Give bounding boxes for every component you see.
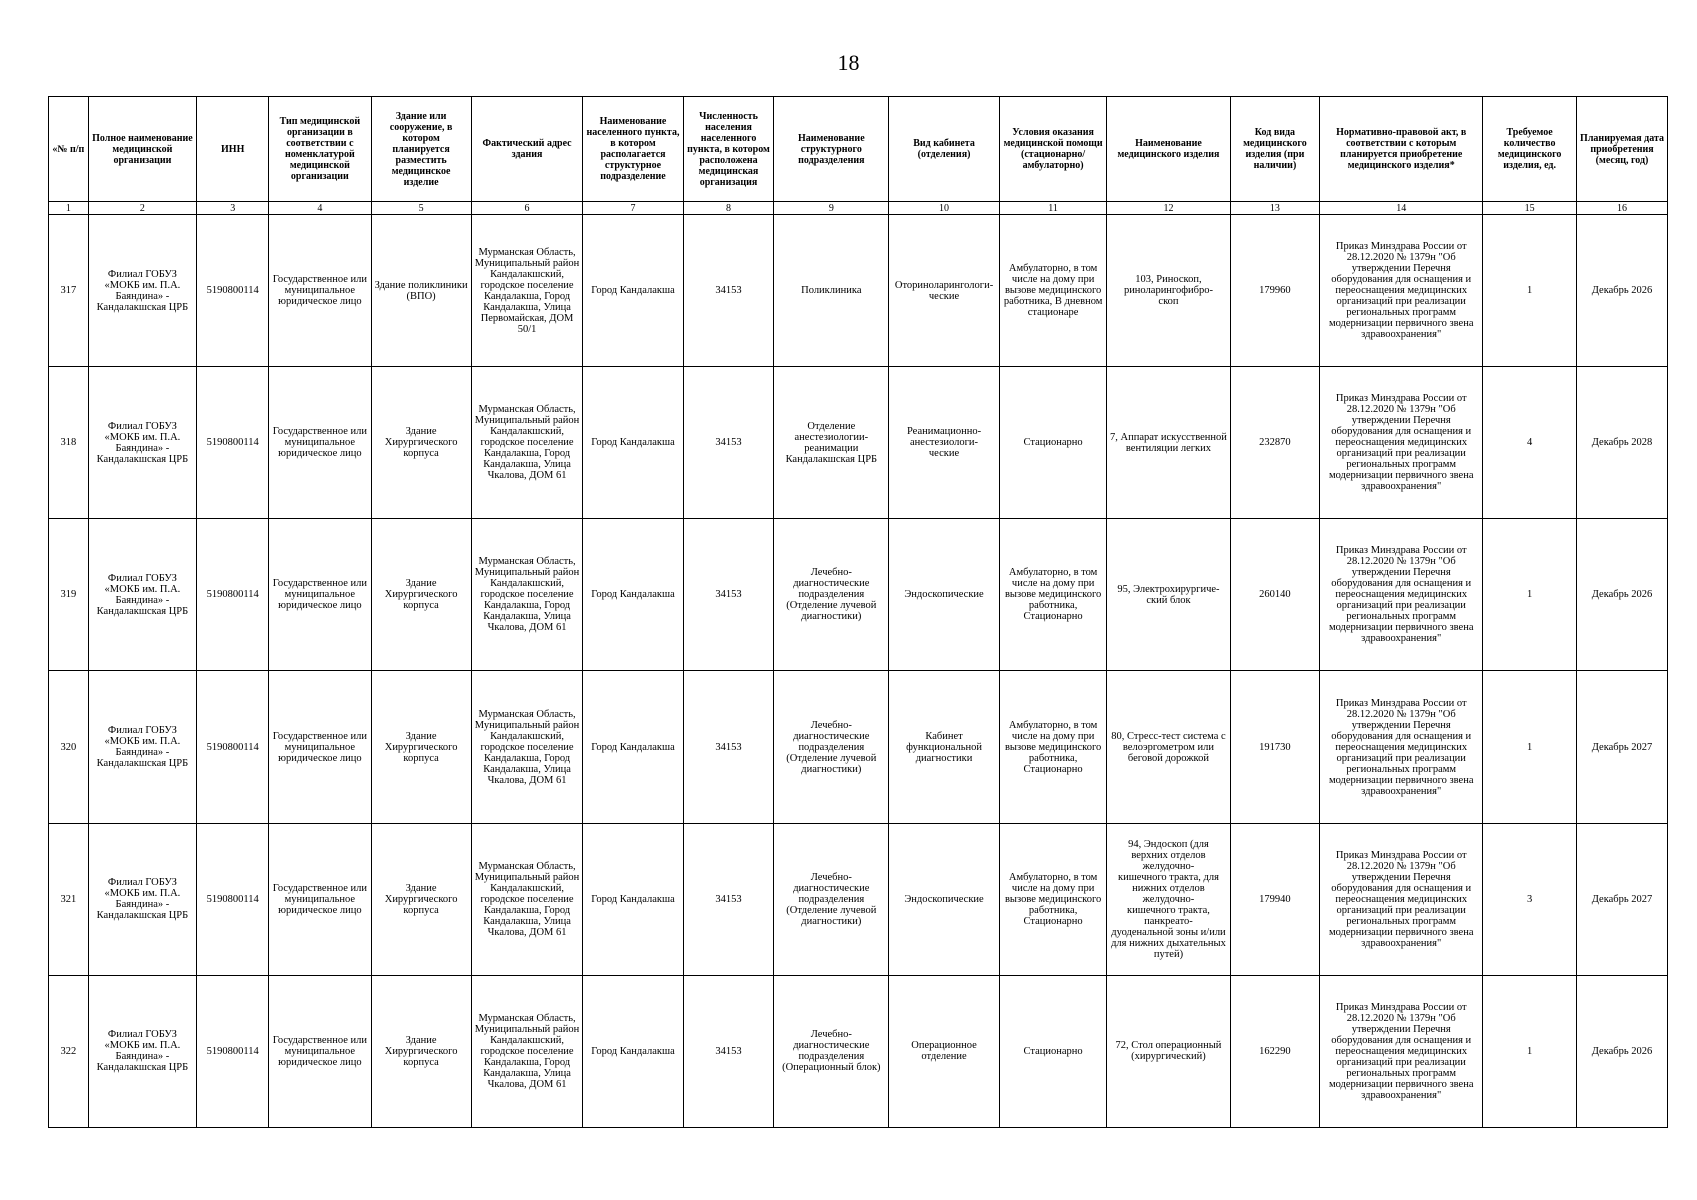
- cell-address: Мурманская Область, Муниципальный район Кандалакшский, городское поселение Кандалакша, Город Кандалакша, Улица Чкалова, ДОМ 61: [471, 975, 583, 1127]
- cell-address: Мурманская Область, Муниципальный район Кандалакшский, городское поселение Кандалакша, Город Кандалакша, Улица Первомайская, ДОМ 50/1: [471, 215, 583, 367]
- column-number: 3: [197, 202, 269, 215]
- header-num: «№ п/п: [49, 97, 89, 202]
- header-row: [49, 97, 1668, 202]
- column-number: 8: [683, 202, 774, 215]
- cell-date: Декабрь 2028: [1577, 367, 1668, 519]
- cell-building: Здание Хирургического корпуса: [371, 367, 471, 519]
- cell-num: 318: [49, 367, 89, 519]
- cell-code: 179940: [1230, 823, 1320, 975]
- header-code: Код вида медицинского изделия (при наличии): [1230, 97, 1320, 202]
- cell-cabinet: Эндоскопические: [889, 823, 1000, 975]
- cell-unit: Лечебно- диагностические подразделения (Отделение лучевой диагностики): [774, 519, 889, 671]
- cell-inn: 5190800114: [197, 975, 269, 1127]
- cell-conditions: Амбулаторно, в том числе на дому при вызове медицинского работника, Стационарно: [999, 823, 1107, 975]
- column-number: 12: [1107, 202, 1230, 215]
- column-number: 14: [1320, 202, 1483, 215]
- cell-qty: 1: [1483, 975, 1577, 1127]
- cell-inn: 5190800114: [197, 671, 269, 823]
- cell-unit: Лечебно- диагностические подразделения (Операционный блок): [774, 975, 889, 1127]
- cell-cabinet: Оториноларингологи- ческие: [889, 215, 1000, 367]
- cell-act: Приказ Минздрава России от 28.12.2020 № 1379н "Об утверждении Перечня оборудования для оснащения и переоснащения медицинских организаций при реализации региональных программ модернизации первичного звена здравоохранения": [1320, 975, 1483, 1127]
- column-number: 4: [269, 202, 371, 215]
- cell-locality: Город Кандалакша: [583, 367, 683, 519]
- cell-conditions: Амбулаторно, в том числе на дому при вызове медицинского работника, Стационарно: [999, 671, 1107, 823]
- header-conditions: Условия оказания медицинской помощи (стационарно/ амбулаторно): [999, 97, 1107, 202]
- column-number: 1: [49, 202, 89, 215]
- header-locality: Наименование населенного пункта, в котором располагается структурное подразделение: [583, 97, 683, 202]
- column-number: 16: [1577, 202, 1668, 215]
- table-row: [49, 671, 1668, 823]
- cell-cabinet: Операционное отделение: [889, 975, 1000, 1127]
- cell-type: Государственное или муниципальное юридическое лицо: [269, 519, 371, 671]
- cell-address: Мурманская Область, Муниципальный район Кандалакшский, городское поселение Кандалакша, Город Кандалакша, Улица Чкалова, ДОМ 61: [471, 519, 583, 671]
- cell-building: Здание Хирургического корпуса: [371, 671, 471, 823]
- cell-conditions: Амбулаторно, в том числе на дому при вызове медицинского работника, Стационарно: [999, 519, 1107, 671]
- cell-org: Филиал ГОБУЗ «МОКБ им. П.А. Баяндина» - Кандалакшская ЦРБ: [88, 823, 197, 975]
- cell-address: Мурманская Область, Муниципальный район Кандалакшский, городское поселение Кандалакша, Город Кандалакша, Улица Чкалова, ДОМ 61: [471, 367, 583, 519]
- table-row: [49, 975, 1668, 1127]
- cell-type: Государственное или муниципальное юридическое лицо: [269, 823, 371, 975]
- cell-code: 191730: [1230, 671, 1320, 823]
- cell-num: 320: [49, 671, 89, 823]
- cell-qty: 3: [1483, 823, 1577, 975]
- table-row: [49, 367, 1668, 519]
- column-number: 6: [471, 202, 583, 215]
- cell-qty: 4: [1483, 367, 1577, 519]
- cell-act: Приказ Минздрава России от 28.12.2020 № 1379н "Об утверждении Перечня оборудования для оснащения и переоснащения медицинских организаций при реализации региональных программ модернизации первичного звена здравоохранения": [1320, 671, 1483, 823]
- column-number: 2: [88, 202, 197, 215]
- cell-locality: Город Кандалакша: [583, 823, 683, 975]
- cell-type: Государственное или муниципальное юридическое лицо: [269, 367, 371, 519]
- column-number: 7: [583, 202, 683, 215]
- cell-num: 319: [49, 519, 89, 671]
- equipment-table: [48, 96, 1668, 1128]
- page-number: 18: [837, 50, 860, 75]
- cell-conditions: Стационарно: [999, 367, 1107, 519]
- cell-inn: 5190800114: [197, 215, 269, 367]
- cell-device: 80, Стресс-тест система с велоэргометром или беговой дорожкой: [1107, 671, 1230, 823]
- cell-conditions: Амбулаторно, в том числе на дому при вызове медицинского работника, В дневном стационаре: [999, 215, 1107, 367]
- cell-type: Государственное или муниципальное юридическое лицо: [269, 975, 371, 1127]
- cell-num: 317: [49, 215, 89, 367]
- cell-type: Государственное или муниципальное юридическое лицо: [269, 671, 371, 823]
- table-row: [49, 215, 1668, 367]
- cell-conditions: Стационарно: [999, 975, 1107, 1127]
- cell-population: 34153: [683, 671, 774, 823]
- cell-date: Декабрь 2026: [1577, 215, 1668, 367]
- header-date: Планируемая дата приобретения (месяц, год): [1577, 97, 1668, 202]
- cell-qty: 1: [1483, 671, 1577, 823]
- header-inn: ИНН: [197, 97, 269, 202]
- cell-locality: Город Кандалакша: [583, 671, 683, 823]
- cell-act: Приказ Минздрава России от 28.12.2020 № 1379н "Об утверждении Перечня оборудования для оснащения и переоснащения медицинских организаций при реализации региональных программ модернизации первичного звена здравоохранения": [1320, 215, 1483, 367]
- cell-inn: 5190800114: [197, 519, 269, 671]
- cell-locality: Город Кандалакша: [583, 519, 683, 671]
- cell-code: 179960: [1230, 215, 1320, 367]
- cell-qty: 1: [1483, 519, 1577, 671]
- column-number: 9: [774, 202, 889, 215]
- cell-num: 321: [49, 823, 89, 975]
- cell-device: 95, Электрохирургиче- ский блок: [1107, 519, 1230, 671]
- cell-code: 260140: [1230, 519, 1320, 671]
- table-header: [49, 97, 1668, 215]
- cell-device: 94, Эндоскоп (для верхних отделов желудочно- кишечного тракта, для нижних отделов желудочно- кишечного тракта, панкреато- дуоденальной зоны и/или для нижних дыхательных путей): [1107, 823, 1230, 975]
- cell-unit: Отделение анестезиологии- реанимации Кандалакшская ЦРБ: [774, 367, 889, 519]
- cell-org: Филиал ГОБУЗ «МОКБ им. П.А. Баяндина» - Кандалакшская ЦРБ: [88, 519, 197, 671]
- cell-population: 34153: [683, 975, 774, 1127]
- table-body: [49, 215, 1668, 1128]
- column-number-row: [49, 202, 1668, 215]
- cell-device: 72, Стол операционный (хирургический): [1107, 975, 1230, 1127]
- cell-act: Приказ Минздрава России от 28.12.2020 № 1379н "Об утверждении Перечня оборудования для оснащения и переоснащения медицинских организаций при реализации региональных программ модернизации первичного звена здравоохранения": [1320, 823, 1483, 975]
- header-cabinet: Вид кабинета (отделения): [889, 97, 1000, 202]
- column-number: 10: [889, 202, 1000, 215]
- cell-cabinet: Эндоскопические: [889, 519, 1000, 671]
- cell-unit: Лечебно- диагностические подразделения (Отделение лучевой диагностики): [774, 823, 889, 975]
- cell-type: Государственное или муниципальное юридическое лицо: [269, 215, 371, 367]
- cell-population: 34153: [683, 519, 774, 671]
- cell-device: 103, Риноскоп, риноларингофибро- скоп: [1107, 215, 1230, 367]
- cell-building: Здание Хирургического корпуса: [371, 823, 471, 975]
- cell-date: Декабрь 2027: [1577, 823, 1668, 975]
- cell-code: 162290: [1230, 975, 1320, 1127]
- cell-inn: 5190800114: [197, 367, 269, 519]
- cell-date: Декабрь 2027: [1577, 671, 1668, 823]
- column-number: 15: [1483, 202, 1577, 215]
- cell-locality: Город Кандалакша: [583, 215, 683, 367]
- cell-cabinet: Реанимационно- анестезиологи- ческие: [889, 367, 1000, 519]
- header-device: Наименование медицинского изделия: [1107, 97, 1230, 202]
- header-unit: Наименование структурного подразделения: [774, 97, 889, 202]
- cell-device: 7, Аппарат искусственной вентиляции легких: [1107, 367, 1230, 519]
- cell-cabinet: Кабинет функциональной диагностики: [889, 671, 1000, 823]
- cell-inn: 5190800114: [197, 823, 269, 975]
- cell-locality: Город Кандалакша: [583, 975, 683, 1127]
- cell-building: Здание Хирургического корпуса: [371, 519, 471, 671]
- table-row: [49, 519, 1668, 671]
- cell-address: Мурманская Область, Муниципальный район Кандалакшский, городское поселение Кандалакша, Город Кандалакша, Улица Чкалова, ДОМ 61: [471, 823, 583, 975]
- cell-unit: Поликлиника: [774, 215, 889, 367]
- cell-org: Филиал ГОБУЗ «МОКБ им. П.А. Баяндина» - Кандалакшская ЦРБ: [88, 215, 197, 367]
- column-number: 5: [371, 202, 471, 215]
- cell-act: Приказ Минздрава России от 28.12.2020 № 1379н "Об утверждении Перечня оборудования для оснащения и переоснащения медицинских организаций при реализации региональных программ модернизации первичного звена здравоохранения": [1320, 519, 1483, 671]
- cell-org: Филиал ГОБУЗ «МОКБ им. П.А. Баяндина» - Кандалакшская ЦРБ: [88, 671, 197, 823]
- cell-date: Декабрь 2026: [1577, 519, 1668, 671]
- column-number: 11: [999, 202, 1107, 215]
- header-building: Здание или сооружение, в котором планируется разместить медицинское изделие: [371, 97, 471, 202]
- cell-address: Мурманская Область, Муниципальный район Кандалакшский, городское поселение Кандалакша, Город Кандалакша, Улица Чкалова, ДОМ 61: [471, 671, 583, 823]
- cell-population: 34153: [683, 215, 774, 367]
- header-org: Полное наименование медицинской организации: [88, 97, 197, 202]
- cell-act: Приказ Минздрава России от 28.12.2020 № 1379н "Об утверждении Перечня оборудования для оснащения и переоснащения медицинских организаций при реализации региональных программ модернизации первичного звена здравоохранения": [1320, 367, 1483, 519]
- cell-qty: 1: [1483, 215, 1577, 367]
- cell-unit: Лечебно- диагностические подразделения (Отделение лучевой диагностики): [774, 671, 889, 823]
- header-population: Численность населения населенного пункта, в котором расположена медицинская организация: [683, 97, 774, 202]
- header-qty: Требуемое количество медицинского изделия, ед.: [1483, 97, 1577, 202]
- cell-building: Здание Хирургического корпуса: [371, 975, 471, 1127]
- table-row: [49, 823, 1668, 975]
- column-number: 13: [1230, 202, 1320, 215]
- header-type: Тип медицинской организации в соответствии с номенклатурой медицинской организации: [269, 97, 371, 202]
- header-act: Нормативно-правовой акт, в соответствии с которым планируется приобретение медицинского изделия*: [1320, 97, 1483, 202]
- header-address: Фактический адрес здания: [471, 97, 583, 202]
- cell-num: 322: [49, 975, 89, 1127]
- cell-code: 232870: [1230, 367, 1320, 519]
- cell-org: Филиал ГОБУЗ «МОКБ им. П.А. Баяндина» - Кандалакшская ЦРБ: [88, 975, 197, 1127]
- cell-date: Декабрь 2026: [1577, 975, 1668, 1127]
- cell-org: Филиал ГОБУЗ «МОКБ им. П.А. Баяндина» - Кандалакшская ЦРБ: [88, 367, 197, 519]
- cell-building: Здание поликлиники (ВПО): [371, 215, 471, 367]
- cell-population: 34153: [683, 823, 774, 975]
- cell-population: 34153: [683, 367, 774, 519]
